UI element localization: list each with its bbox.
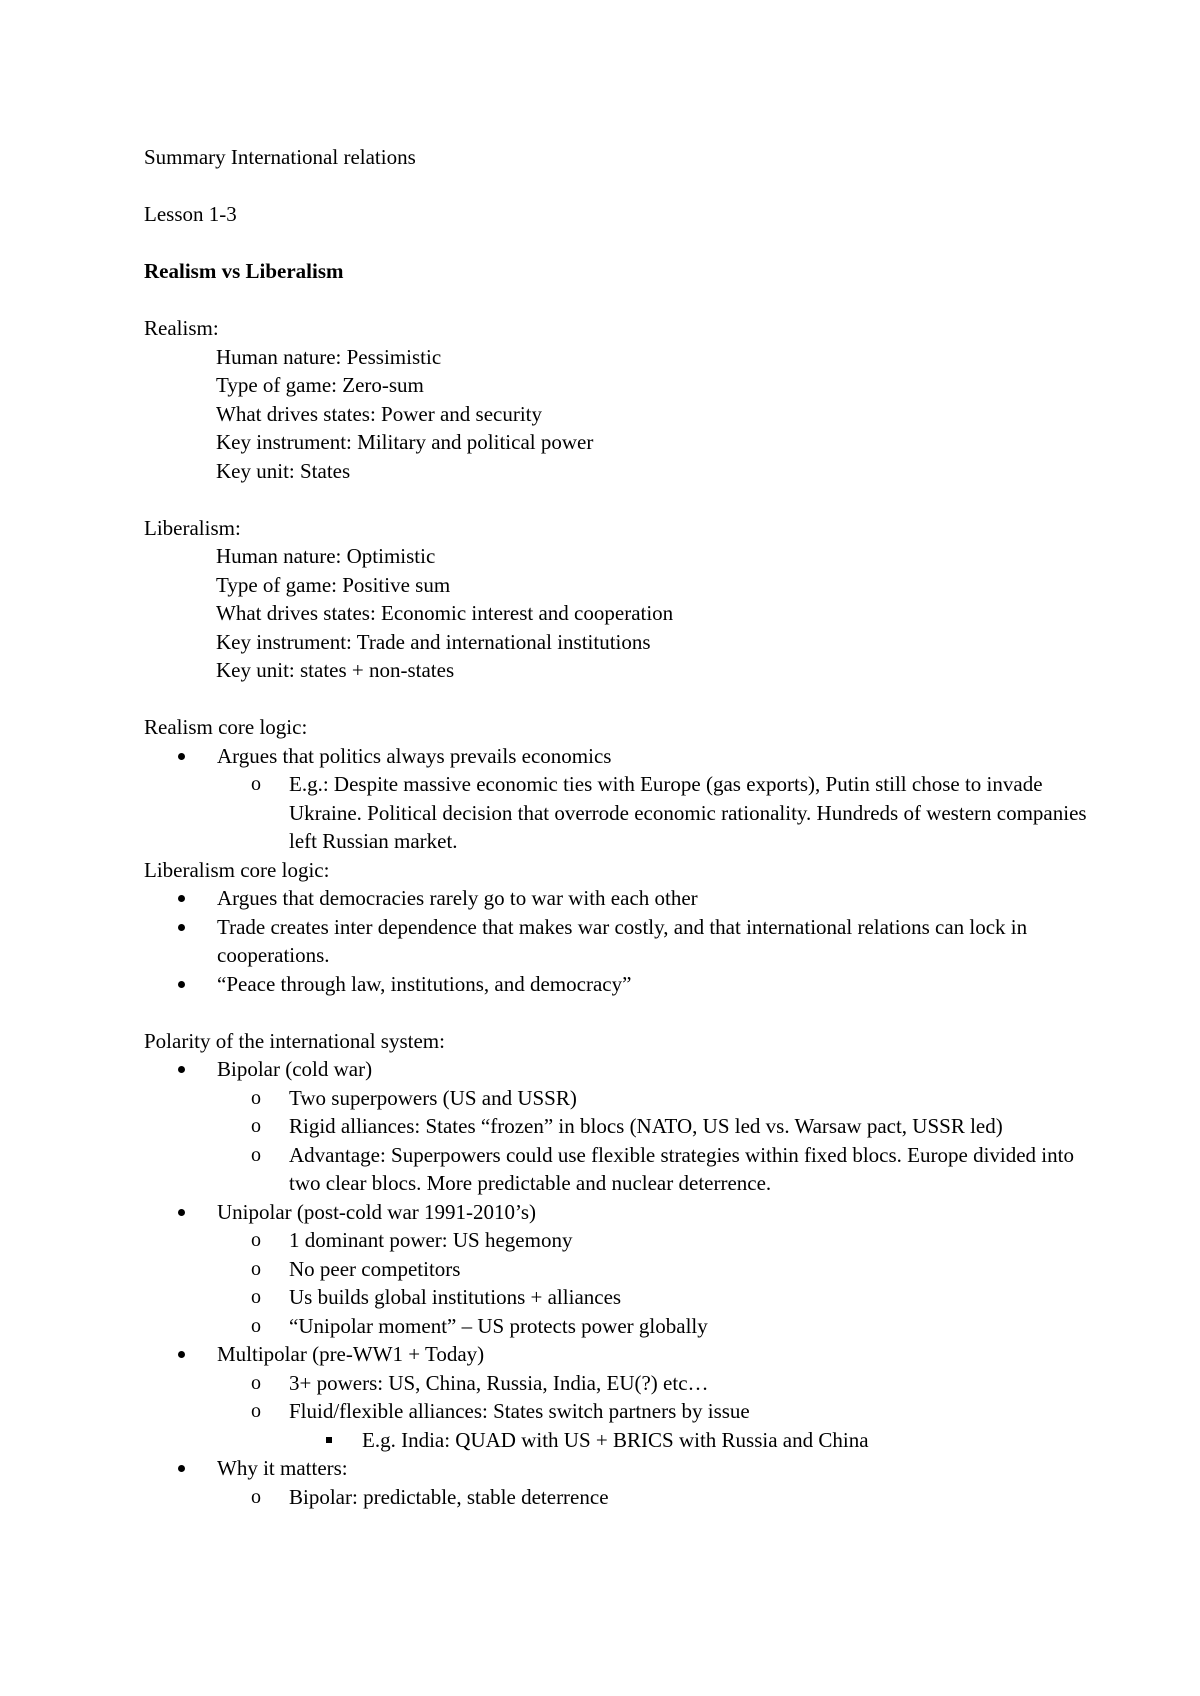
sub-bullet-item: o Fluid/flexible alliances: States switch partners by issue [144, 1397, 1100, 1426]
bullet-dot-icon [178, 1465, 185, 1472]
sub-bullet-item: o “Unipolar moment” – US protects power globally [144, 1312, 1100, 1341]
sub-bullet-item: o Advantage: Superpowers could use flexible strategies within fixed blocs. Europe divided into two clear blocs. More predictable and nuclear deterrence. [251, 1142, 1074, 1195]
liberalism-item: Type of game: Positive sum [216, 572, 451, 597]
bullet-item: Argues that politics always prevails economics [144, 742, 1100, 771]
circle-marker-icon: o [251, 1115, 261, 1137]
circle-marker-icon: o [251, 1286, 261, 1308]
bullet-item: “Peace through law, institutions, and democracy” [144, 970, 1100, 999]
sub-sub-bullet-item: E.g. India: QUAD with US + BRICS with Russia and China [144, 1426, 1100, 1455]
bullet-dot-icon [178, 895, 185, 902]
bullet-item: Argues that democracies rarely go to war with each other [144, 884, 1100, 913]
square-marker-icon [326, 1437, 332, 1443]
circle-marker-icon: o [251, 1314, 261, 1337]
sub-bullet-item: o 1 dominant power: US hegemony [144, 1226, 1100, 1255]
realism-label: Realism: [144, 316, 219, 340]
section-heading: Realism vs Liberalism [144, 259, 344, 283]
circle-marker-icon: o [251, 1371, 261, 1394]
liberalism-item: Human nature: Optimistic [216, 544, 436, 568]
bullet-dot-icon [178, 924, 185, 931]
polarity-label: Polarity of the international system: [144, 1028, 445, 1053]
liberalism-item: Key instrument: Trade and international institutions [216, 629, 651, 654]
lesson-label: Lesson 1-3 [144, 202, 237, 226]
bullet-item: Why it matters: [144, 1454, 1100, 1483]
sub-bullet-item: o Us builds global institutions + alliances [144, 1283, 1100, 1312]
realism-item: Key unit: States [216, 458, 351, 483]
realism-item: Key instrument: Military and political power [216, 430, 594, 454]
sub-bullet-item: o Rigid alliances: States “frozen” in blocs (NATO, US led vs. Warsaw pact, USSR led) [144, 1112, 1100, 1141]
liberalism-item: Key unit: states + non-states [216, 658, 455, 682]
realism-item: Human nature: Pessimistic [216, 344, 442, 369]
liberalism-item: What drives states: Economic interest and cooperation [216, 601, 674, 625]
bullet-dot-icon [178, 1066, 185, 1073]
sub-bullet-item: o 3+ powers: US, China, Russia, India, EU(?) etc… [144, 1369, 1100, 1398]
circle-marker-icon: o [251, 773, 261, 795]
liberalism-label: Liberalism: [144, 515, 241, 540]
bullet-item: Multipolar (pre-WW1 + Today) [144, 1340, 1100, 1369]
circle-marker-icon: o [251, 1257, 261, 1280]
sub-bullet-item: o Two superpowers (US and USSR) [144, 1084, 1100, 1113]
circle-marker-icon: o [251, 1400, 261, 1422]
circle-marker-icon: o [251, 1086, 261, 1109]
bullet-dot-icon [178, 753, 185, 760]
document-title: Summary International relations [144, 145, 416, 169]
realism-item: Type of game: Zero-sum [216, 373, 424, 397]
sub-bullet-item: o E.g.: Despite massive economic ties with Europe (gas exports), Putin still chose to invade Ukraine. Political decision that overrode economic rationality. Hundreds of western companies left Russian market. [251, 772, 1087, 853]
bullet-dot-icon [178, 981, 185, 988]
circle-marker-icon: o [251, 1485, 261, 1508]
bullet-dot-icon [178, 1351, 185, 1358]
bullet-item: Unipolar (post-cold war 1991-2010’s) [144, 1198, 1100, 1227]
bullet-item: Trade creates inter dependence that makes war costly, and that international relations can lock in cooperations. [144, 913, 1100, 970]
bullet-dot-icon [178, 1209, 185, 1216]
realism-core-label: Realism core logic: [144, 715, 308, 739]
liberalism-core-label: Liberalism core logic: [144, 857, 330, 882]
realism-item: What drives states: Power and security [216, 401, 542, 426]
circle-marker-icon: o [251, 1143, 261, 1166]
bullet-item: Bipolar (cold war) [144, 1055, 1100, 1084]
sub-bullet-item: o No peer competitors [144, 1255, 1100, 1284]
circle-marker-icon: o [251, 1229, 261, 1251]
sub-bullet-item: o Bipolar: predictable, stable deterrence [144, 1483, 1100, 1512]
